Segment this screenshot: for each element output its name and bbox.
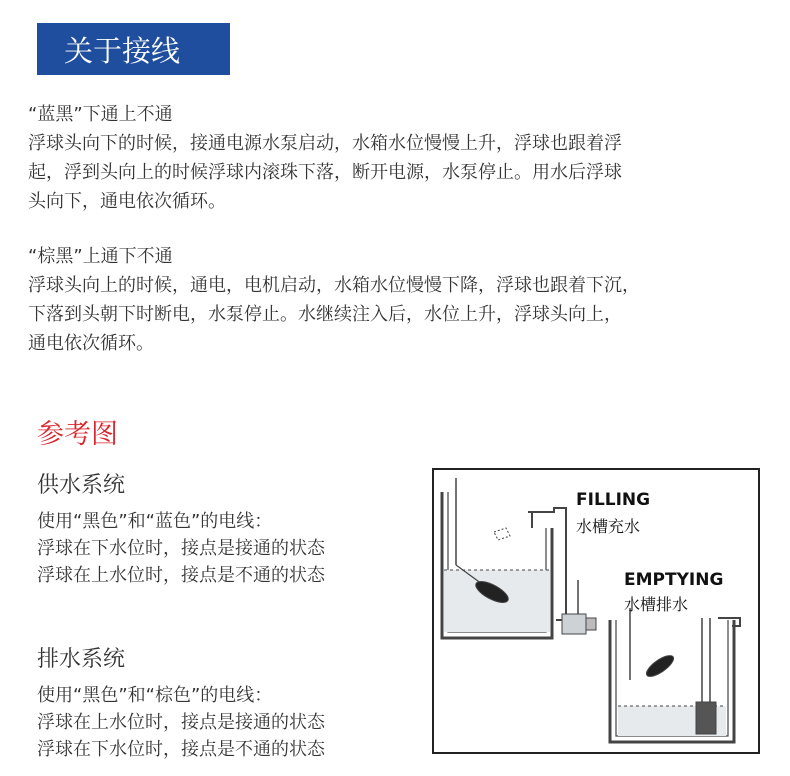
tank-illustration [434, 470, 758, 752]
brown-black-line: 通电依次循环。 [28, 333, 154, 354]
section-title [37, 23, 230, 75]
section-title-text: 关于接线 [64, 33, 181, 68]
blue-black-line: 起，浮到头向上的时候浮球内滚珠下落，断开电源，水泵停止。用水后浮球 [28, 162, 622, 183]
blue-black-heading: “蓝黑”下通上不通 [28, 104, 173, 125]
blue-black-line: 头向下，通电依次循环。 [28, 191, 226, 212]
supply-system-title: 供水系统 [37, 473, 126, 498]
supply-line: 浮球在下水位时，接点是接通的状态 [37, 538, 325, 559]
emptying-tank [610, 608, 740, 742]
filling-cn-label: 水槽充水 [576, 517, 641, 536]
supply-system-lines [37, 508, 325, 589]
emptying-label: EMPTYING [624, 570, 724, 590]
drain-line: 浮球在上水位时，接点是接通的状态 [37, 712, 325, 733]
brown-black-line: 下落到头朝下时断电，水泵停止。水继续注入后，水位上升，浮球头向上， [28, 304, 622, 325]
blue-black-line: 浮球头向下的时候，接通电源水泵启动，水箱水位慢慢上升，浮球也跟着浮 [28, 133, 622, 154]
drain-line: 浮球在下水位时，接点是不通的状态 [37, 739, 325, 760]
drain-system-title: 排水系统 [37, 647, 126, 672]
supply-line: 浮球在上水位时，接点是不通的状态 [37, 565, 325, 586]
emptying-cn-label: 水槽排水 [624, 595, 689, 614]
brown-black-heading: “棕黑”上通下不通 [28, 246, 173, 267]
filling-tank [442, 478, 596, 638]
blue-black-paragraph [28, 100, 778, 216]
brown-black-line: 浮球头向上的时候，通电，电机启动，水箱水位慢慢下降，浮球也跟着下沉， [28, 275, 640, 296]
reference-title: 参考图 [37, 419, 118, 450]
filling-label: FILLING [576, 490, 651, 510]
reference-diagram [432, 468, 760, 754]
brown-black-paragraph [28, 242, 778, 358]
drain-system-lines [37, 682, 325, 763]
drain-line: 使用“黑色”和“棕色”的电线： [37, 685, 273, 706]
supply-line: 使用“黑色”和“蓝色”的电线： [37, 511, 273, 532]
